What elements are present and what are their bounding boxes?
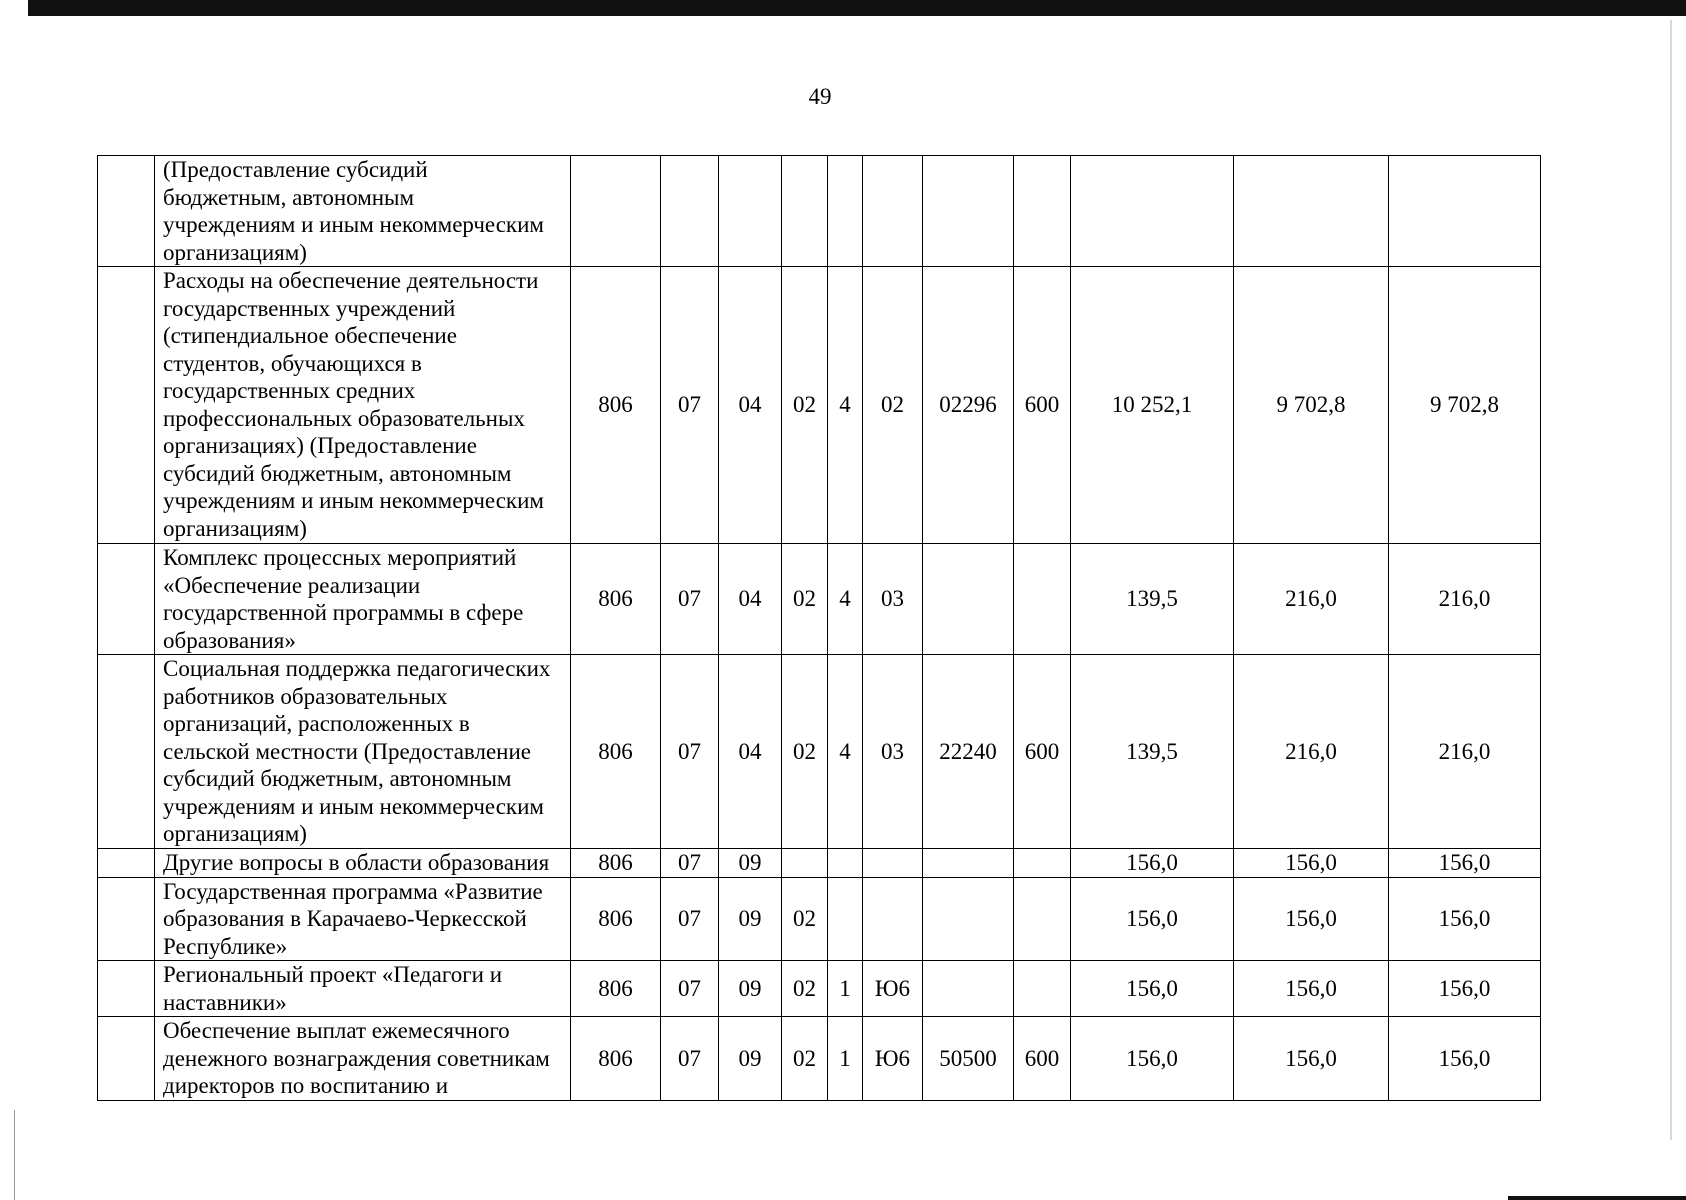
code-type [828,849,863,878]
code-direction [923,877,1014,961]
code-expense-type [1014,544,1071,655]
amount-year-3: 156,0 [1389,961,1541,1017]
code-grbs: 806 [571,267,661,544]
table-row [98,544,1541,655]
row-name: Расходы на обеспечение деятельности государственных учреждений (стипендиальное обеспечение студентов, обучающихся в государственных средних профессиональных образовательных организациях) (Предоставление субсидий бюджетным, автономным учреждениям и иным некоммерческим организациям) [155,267,571,544]
code-structure: 02 [863,267,923,544]
row-name: Комплекс процессных мероприятий «Обеспечение реализации государственной программы в сфере образования» [155,544,571,655]
code-section: 07 [661,267,719,544]
amount-year-1: 156,0 [1071,961,1234,1017]
amount-year-1 [1071,156,1234,267]
row-name: Другие вопросы в области образования [155,849,571,878]
code-program: 02 [782,1017,828,1101]
row-name: Государственная программа «Развитие образования в Карачаево-Черкесской Республике» [155,877,571,961]
scan-top-border [28,0,1686,16]
code-grbs: 806 [571,961,661,1017]
scan-right-edge [1670,20,1672,1140]
row-name: Региональный проект «Педагоги и наставники» [155,961,571,1017]
code-section: 07 [661,544,719,655]
table-row [98,849,1541,878]
code-type: 4 [828,544,863,655]
row-marker-cell [98,655,155,849]
amount-year-2: 156,0 [1234,849,1389,878]
amount-year-3: 9 702,8 [1389,267,1541,544]
code-subsection: 09 [719,1017,782,1101]
amount-year-2: 216,0 [1234,655,1389,849]
code-section: 07 [661,877,719,961]
code-expense-type [1014,849,1071,878]
code-direction: 02296 [923,267,1014,544]
table-row [98,1017,1541,1101]
code-structure: Ю6 [863,1017,923,1101]
code-expense-type: 600 [1014,1017,1071,1101]
code-type [828,156,863,267]
code-direction: 22240 [923,655,1014,849]
amount-year-1: 156,0 [1071,877,1234,961]
code-structure [863,156,923,267]
amount-year-1: 139,5 [1071,544,1234,655]
table-row [98,267,1541,544]
code-type [828,877,863,961]
code-subsection: 09 [719,849,782,878]
code-grbs: 806 [571,544,661,655]
scan-bottom-right-edge [1508,1196,1686,1200]
row-name: (Предоставление субсидий бюджетным, автономным учреждениям и иным некоммерческим организациям) [155,156,571,267]
code-subsection [719,156,782,267]
row-marker-cell [98,156,155,267]
code-type: 4 [828,267,863,544]
code-direction: 50500 [923,1017,1014,1101]
code-grbs: 806 [571,1017,661,1101]
amount-year-3: 156,0 [1389,849,1541,878]
amount-year-3 [1389,156,1541,267]
row-name: Социальная поддержка педагогических работников образовательных организаций, расположенных в сельской местности (Предоставление субсидий бюджетным, автономным учреждениям и иным некоммерческим организациям) [155,655,571,849]
code-direction [923,156,1014,267]
amount-year-2: 156,0 [1234,961,1389,1017]
code-type: 1 [828,961,863,1017]
table-row [98,156,1541,267]
code-expense-type: 600 [1014,267,1071,544]
code-structure [863,849,923,878]
amount-year-2: 156,0 [1234,877,1389,961]
amount-year-3: 156,0 [1389,1017,1541,1101]
row-marker-cell [98,1017,155,1101]
code-program: 02 [782,961,828,1017]
code-expense-type [1014,877,1071,961]
code-subsection: 04 [719,655,782,849]
amount-year-2: 9 702,8 [1234,267,1389,544]
code-program [782,156,828,267]
code-grbs: 806 [571,849,661,878]
code-section [661,156,719,267]
code-subsection: 04 [719,267,782,544]
code-structure [863,877,923,961]
code-subsection: 09 [719,877,782,961]
code-program: 02 [782,544,828,655]
code-subsection: 09 [719,961,782,1017]
code-structure: 03 [863,655,923,849]
row-marker-cell [98,961,155,1017]
code-type: 4 [828,655,863,849]
amount-year-3: 156,0 [1389,877,1541,961]
code-type: 1 [828,1017,863,1101]
code-expense-type [1014,961,1071,1017]
table-row [98,655,1541,849]
code-expense-type: 600 [1014,655,1071,849]
code-direction [923,544,1014,655]
code-section: 07 [661,1017,719,1101]
amount-year-1: 10 252,1 [1071,267,1234,544]
budget-table [97,155,1541,1101]
amount-year-2: 156,0 [1234,1017,1389,1101]
amount-year-1: 156,0 [1071,849,1234,878]
amount-year-1: 156,0 [1071,1017,1234,1101]
code-subsection: 04 [719,544,782,655]
table-row [98,961,1541,1017]
row-marker-cell [98,849,155,878]
code-grbs [571,156,661,267]
amount-year-2 [1234,156,1389,267]
code-program: 02 [782,655,828,849]
code-structure: 03 [863,544,923,655]
code-grbs: 806 [571,877,661,961]
amount-year-3: 216,0 [1389,544,1541,655]
row-marker-cell [98,544,155,655]
code-program: 02 [782,267,828,544]
row-name: Обеспечение выплат ежемесячного денежного вознаграждения советникам директоров по воспитанию и [155,1017,571,1101]
code-program [782,849,828,878]
code-grbs: 806 [571,655,661,849]
code-expense-type [1014,156,1071,267]
row-marker-cell [98,267,155,544]
amount-year-1: 139,5 [1071,655,1234,849]
code-structure: Ю6 [863,961,923,1017]
code-program: 02 [782,877,828,961]
code-section: 07 [661,849,719,878]
scan-left-mark [14,1110,15,1200]
code-section: 07 [661,655,719,849]
amount-year-3: 216,0 [1389,655,1541,849]
amount-year-2: 216,0 [1234,544,1389,655]
code-section: 07 [661,961,719,1017]
code-direction [923,961,1014,1017]
table-row [98,877,1541,961]
row-marker-cell [98,877,155,961]
code-direction [923,849,1014,878]
page-number: 49 [808,84,832,109]
